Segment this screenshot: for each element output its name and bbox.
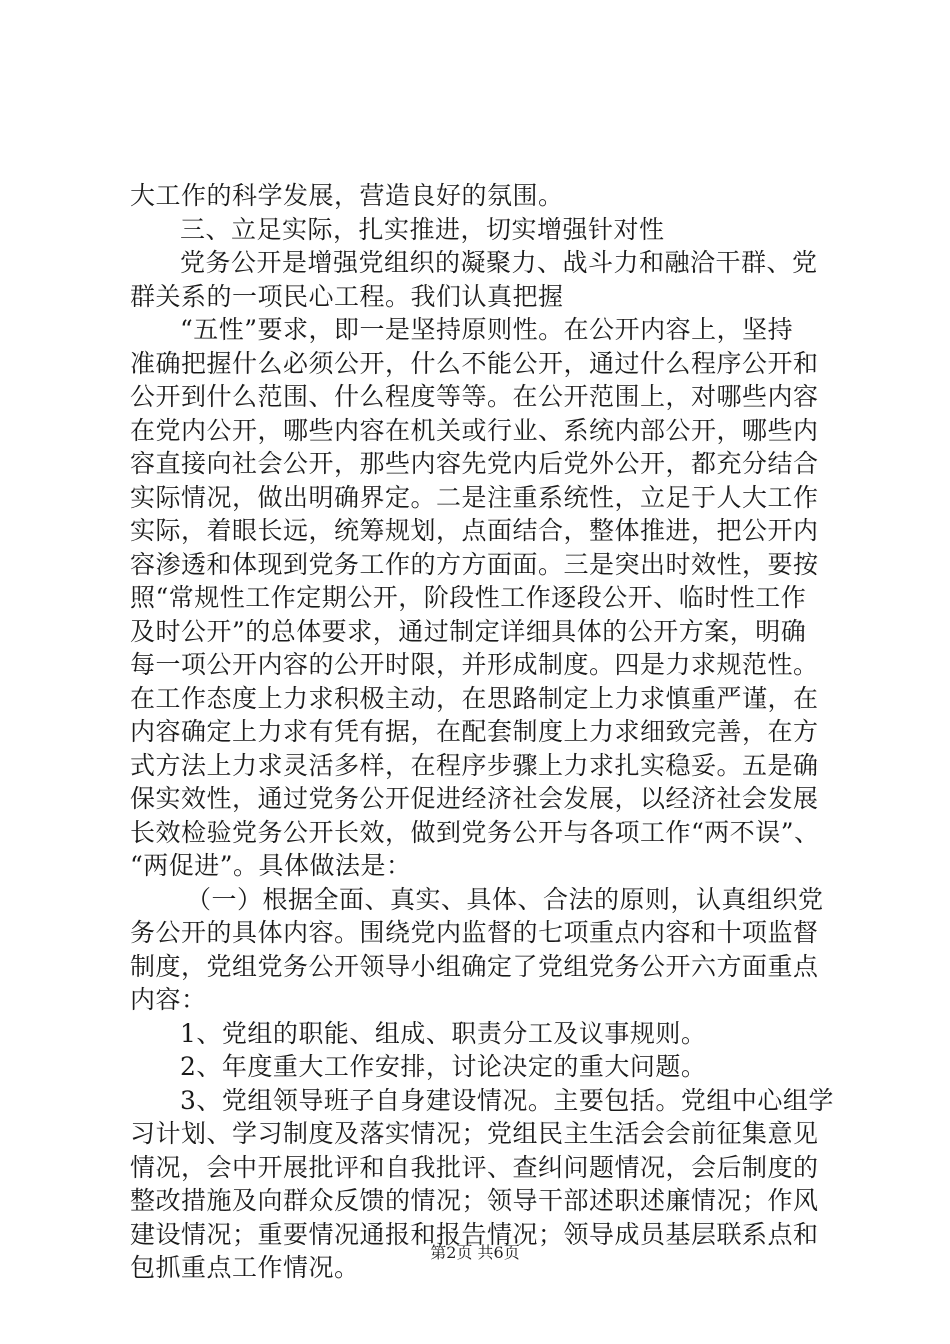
text-line: 群关系的一项民心工程。我们认真把握 xyxy=(130,281,564,311)
text-line: 及时公开”的总体要求，通过制定详细具体的公开方案，明确 xyxy=(130,616,807,646)
text-line: 包抓重点工作情况。 xyxy=(130,1253,360,1282)
text-line: 照“常规性工作定期公开，阶段性工作逐段公开、临时性工作 xyxy=(130,583,807,612)
text-line: 实际情况，做出明确界定。二是注重系统性，立足于人大工作 xyxy=(130,482,819,512)
text-line: 习计划、学习制度及落实情况；党组民主生活会会前征集意见 xyxy=(130,1119,819,1148)
text-line: 容渗透和体现到党务工作的方方面面。三是突出时效性，要按 xyxy=(130,549,819,579)
text-line: 长效检验党务公开长效，做到党务公开与各项工作“两不误”、 xyxy=(130,817,820,847)
text-line: （一）根据全面、真实、具体、合法的原则，认真组织党 xyxy=(186,884,824,914)
text-line: 实际，着眼长远，统筹规划，点面结合，整体推进，把公开内 xyxy=(130,516,819,545)
text-line: 每一项公开内容的公开时限，并形成制度。四是力求规范性。 xyxy=(130,650,819,679)
text-line: 式方法上力求灵活多样，在程序步骤上力求扎实稳妥。五是确 xyxy=(130,750,819,780)
document-body xyxy=(130,179,834,1285)
text-line: 公开到什么范围、什么程度等等。在公开范围上，对哪些内容 xyxy=(130,382,819,411)
text-line: 3、党组领导班子自身建设情况。主要包括。党组中心组学 xyxy=(180,1085,834,1115)
text-line: 准确把握什么必须公开，什么不能公开，通过什么程序公开和 xyxy=(130,348,819,378)
page-number-footer: 第2页 共6页 xyxy=(430,1243,520,1262)
text-line: 大工作的科学发展，营造良好的氛围。 xyxy=(130,181,564,210)
text-line: “两促进”。具体做法是： xyxy=(130,851,412,880)
text-line: 内容确定上力求有凭有据，在配套制度上力求细致完善，在方 xyxy=(130,717,819,746)
text-line: 情况，会中开展批评和自我批评、查纠问题情况，会后制度的 xyxy=(130,1152,819,1182)
text-line: 内容： xyxy=(130,985,207,1014)
text-line: 在党内公开，哪些内容在机关或行业、系统内部公开，哪些内 xyxy=(130,415,819,445)
text-line: 2、年度重大工作安排，讨论决定的重大问题。 xyxy=(180,1052,707,1081)
text-line: 整改措施及向群众反馈的情况；领导干部述职述廉情况；作风 xyxy=(130,1186,819,1215)
text-line: “五性”要求，即一是坚持原则性。在公开内容上，坚持 xyxy=(180,315,794,344)
text-line: 在工作态度上力求积极主动，在思路制定上力求慎重严谨，在 xyxy=(130,683,819,713)
text-line: 党务公开是增强党组织的凝聚力、战斗力和融洽干群、党 xyxy=(180,248,818,277)
text-line: 务公开的具体内容。围绕党内监督的七项重点内容和十项监督 xyxy=(130,918,819,947)
text-line: 三、立足实际，扎实推进，切实增强针对性 xyxy=(180,214,665,244)
text-line: 保实效性，通过党务公开促进经济社会发展，以经济社会发展 xyxy=(130,784,819,813)
text-line: 1、党组的职能、组成、职责分工及议事规则。 xyxy=(180,1018,707,1048)
text-line: 建设情况；重要情况通报和报告情况；领导成员基层联系点和 xyxy=(130,1219,819,1249)
text-line: 制度，党组党务公开领导小组确定了党组党务公开六方面重点 xyxy=(130,951,819,981)
text-line: 容直接向社会公开，那些内容先党内后党外公开，都充分结合 xyxy=(130,449,819,478)
